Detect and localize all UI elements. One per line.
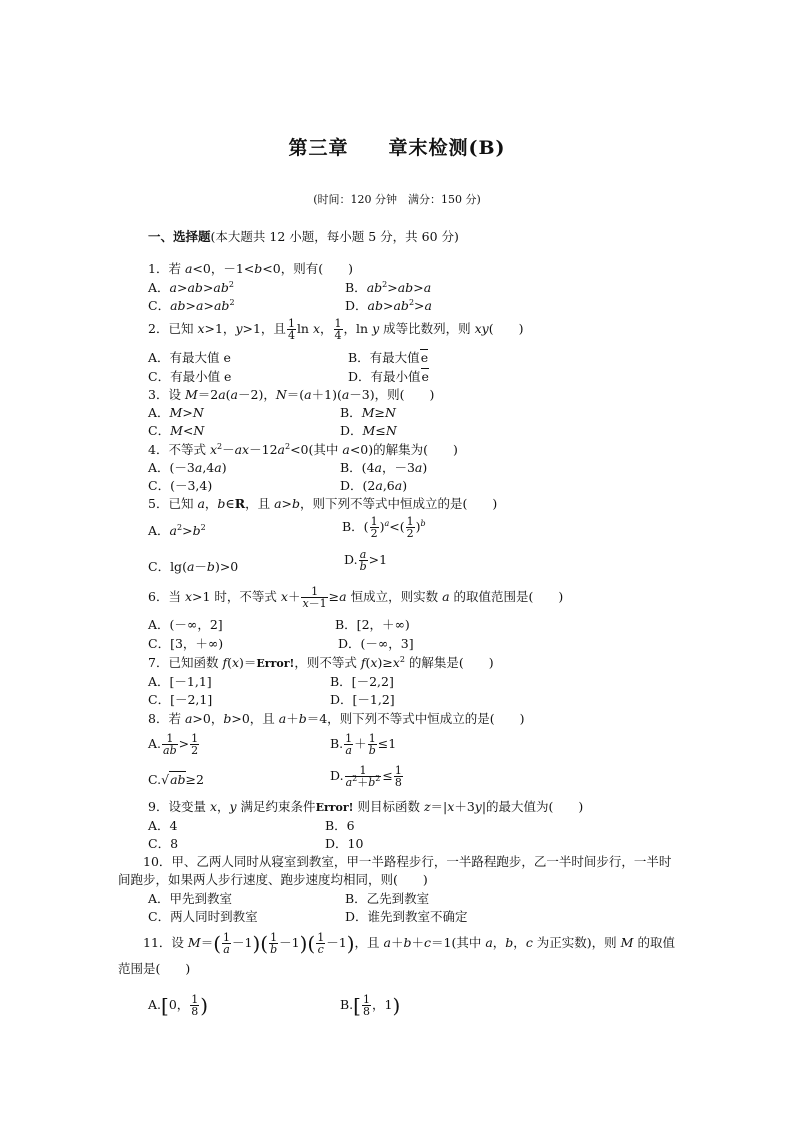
q11-option-a: A.[0， $\frac{1}{8}$ ) xyxy=(148,993,209,1018)
question-2: 2．已知 x>1，y>1，且 $\frac{1}{4}$ ln x， $\frac{1}{4}$ ，ln y 成等比数列，则 xy( ) xyxy=(148,317,524,342)
q9-option-c: C．8 xyxy=(148,836,179,851)
q1-option-b: B．$ab^2>ab>a$ xyxy=(345,280,432,295)
question-3: 3．设 M＝2a(a－2)，N＝(a＋1)(a－3)，则( ) xyxy=(148,387,435,402)
q6-option-b: B．[2，＋∞) xyxy=(335,617,410,632)
page-title xyxy=(0,133,794,160)
question-6: 6．当 x>1 时，不等式 x＋ $\frac{1}{x-1}$ ≥a 恒成立，则实数 a 的取值范围是( ) xyxy=(148,585,564,610)
q5-option-d: D. $\frac{a}{b}$ >1 xyxy=(344,548,388,573)
q10-option-d: D．谁先到教室不确定 xyxy=(345,909,468,924)
q1-option-d: D．$ab>ab^2>a$ xyxy=(345,298,432,313)
q3-option-a: A．M>N xyxy=(148,405,204,420)
q9-option-d: D．10 xyxy=(325,836,364,851)
section-desc: (本大题共 12 小题，每小题 5 分，共 60 分) xyxy=(210,229,459,244)
question-9: 9．设变量 x，y 满足约束条件Error! 则目标函数 z＝|x＋3y|的最大值为( ) xyxy=(148,799,584,814)
q1-option-c: C．$ab>a>ab^2$ xyxy=(148,298,235,313)
q7-option-d: D．[－1,2] xyxy=(330,692,395,707)
q2-option-d: D．有最小值e xyxy=(348,369,429,384)
q1-option-a: A．$a>ab>ab^2$ xyxy=(148,280,234,295)
q10-option-c: C．两人同时到教室 xyxy=(148,909,258,924)
q2-option-b: B．有最大值e xyxy=(348,350,429,365)
q4-option-c: C．(－3,4) xyxy=(148,478,213,493)
q4-option-a: A．(－3a,4a) xyxy=(148,460,227,475)
q8-option-a: A. $\frac{1}{ab}$ > $\frac{1}{2}$ xyxy=(148,732,199,757)
q9-option-b: B．6 xyxy=(325,818,355,833)
q4-option-d: D．(2a,6a) xyxy=(340,478,408,493)
q10-option-a: A．甲先到教室 xyxy=(148,891,233,906)
q9-option-a: A．4 xyxy=(148,818,178,833)
error-placeholder: Error! xyxy=(256,657,295,670)
q11-option-b: B.[ $\frac{1}{8}$ ，1) xyxy=(340,993,401,1018)
question-4: 4．不等式 $x^2-ax-12a^2<0$(其中 a<0)的解集为( ) xyxy=(148,442,458,457)
q2-option-a: A．有最大值 e xyxy=(148,350,231,365)
q4-option-b: B．(4a，－3a) xyxy=(340,460,428,475)
q8-option-b: B. $\frac{1}{a}$ ＋ $\frac{1}{b}$ ≤1 xyxy=(330,732,397,757)
question-5: 5．已知 a，b∈R，且 a>b，则下列不等式中恒成立的是( ) xyxy=(148,496,498,511)
q8-option-c: C.√ab≥2 xyxy=(148,772,204,787)
q5-option-b: B．( $\frac{1}{2}$ )$^a$<( $\frac{1}{2}$ )$^b$ xyxy=(342,515,426,540)
chapter-name: 章末检测(B) xyxy=(388,137,506,159)
question-1: 1．若 a<0，－1<b<0，则有( ) xyxy=(148,261,353,276)
section-label: 一、选择题 xyxy=(148,229,211,244)
q6-option-a: A．(－∞，2] xyxy=(148,617,223,632)
q3-option-c: C．M<N xyxy=(148,423,205,438)
chapter-label: 第三章 xyxy=(288,137,349,159)
question-10: 10．甲、乙两人同时从寝室到教室，甲一半路程步行，一半路程跑步，乙一半时间步行，一半时间跑步，如果两人步行速度、跑步速度均相同，则( ) xyxy=(118,854,672,887)
q3-option-d: D．M≤N xyxy=(340,423,397,438)
section-heading xyxy=(148,227,459,245)
q5-option-a: A．$a^2>b^2$ xyxy=(148,523,206,538)
q5-option-c: C．lg(a－b)>0 xyxy=(148,559,239,574)
error-placeholder-2: Error! xyxy=(315,801,354,814)
q2-option-c: C．有最小值 e xyxy=(148,369,232,384)
q3-option-b: B．M≥N xyxy=(340,405,396,420)
q6-option-c: C．[3，＋∞) xyxy=(148,636,224,651)
q6-option-d: D．(－∞，3] xyxy=(338,636,414,651)
question-11: 11．设 M＝( $\frac{1}{a}$ －1)( $\frac{1}{b}$ －1)( $\frac{1}{c}$ －1)，且 a＋b＋c＝1(其中 a，b，c 为正实数)，则 M 的取值范围是( ) xyxy=(118,931,675,976)
q10-option-b: B．乙先到教室 xyxy=(345,891,430,906)
q7-option-a: A．[－1,1] xyxy=(148,674,212,689)
exam-meta: (时间：120 分钟 满分：150 分) xyxy=(313,193,481,206)
question-8: 8．若 a>0，b>0，且 a＋b＝4，则下列不等式中恒成立的是( ) xyxy=(148,711,525,726)
q8-option-d: D. $\frac{1}{a^2+b^2}$ ≤ $\frac{1}{8}$ xyxy=(330,764,402,789)
question-7: 7．已知函数 f(x)＝Error!，则不等式 $f(x)\ge x^2$ 的解集是( ) xyxy=(148,655,494,670)
q7-option-c: C．[－2,1] xyxy=(148,692,213,707)
q7-option-b: B．[－2,2] xyxy=(330,674,394,689)
